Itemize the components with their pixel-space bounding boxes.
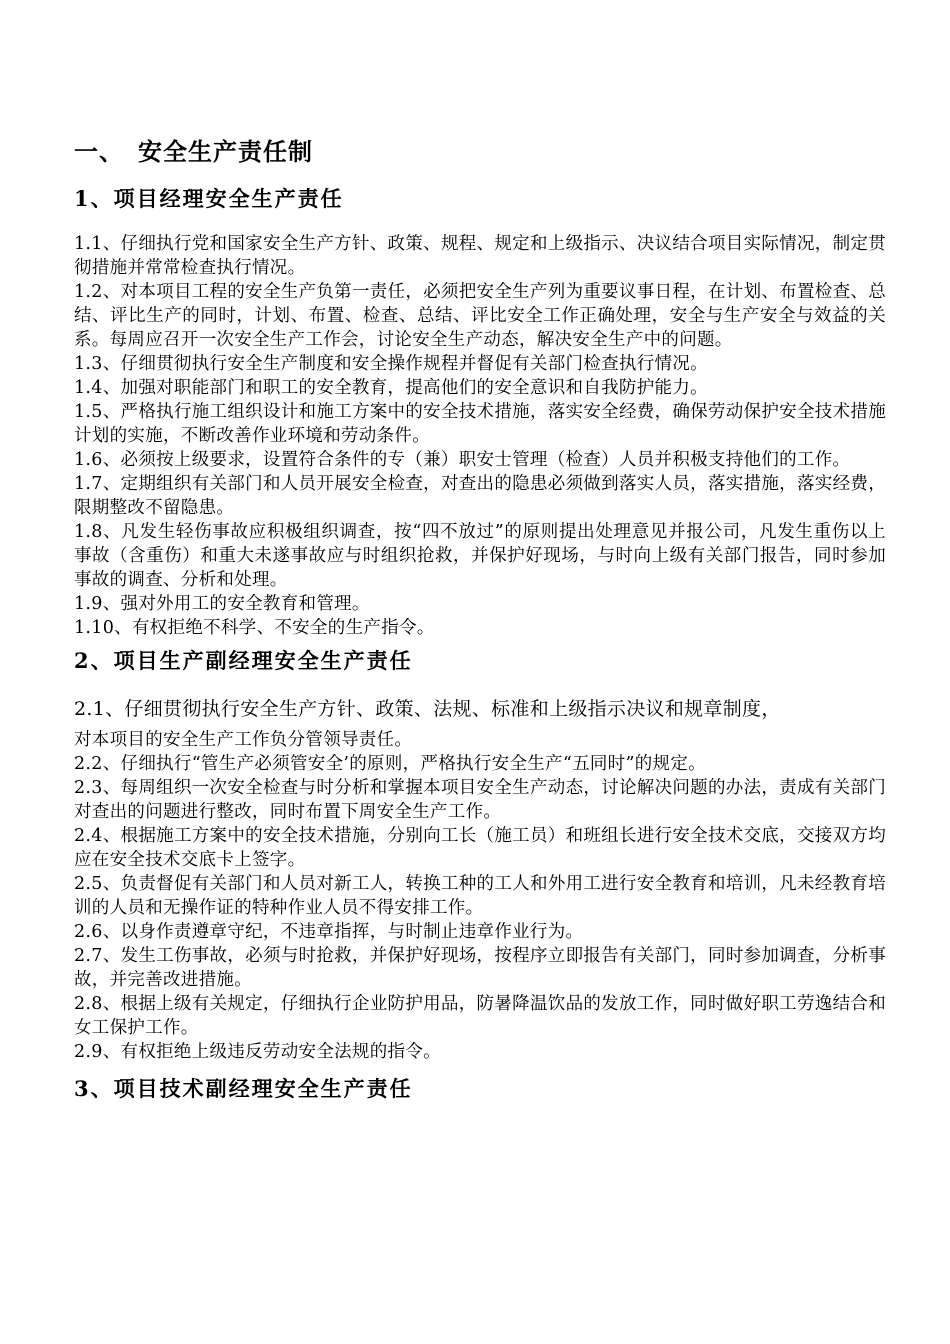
section-1-title: 1、项目经理安全生产责任: [74, 186, 344, 211]
heading-text: 安全生产责任制: [138, 138, 313, 166]
clause-2-7: 2.7、发生工伤事故，必须与时抢救，并保护好现场，按程序立即报告有关部门，同时参加调查，分析事故，并完善改进措施。: [74, 946, 886, 990]
section-2-items: [74, 696, 886, 1064]
clause-1-10: 1.10、有权拒绝不科学、不安全的生产指令。: [74, 618, 435, 638]
clause-1-1: 1.1、仔细执行党和国家安全生产方针、政策、规程、规定和上级指示、决议结合项目实际情况，制定贯彻措施并常常检查执行情况。: [74, 234, 886, 278]
clause-2-1: 2.1、仔细贯彻执行安全生产方针、政策、法规、标准和上级指示决议和规章制度，: [74, 698, 781, 720]
clause-2-5: 2.5、负责督促有关部门和人员对新工人，转换工种的工人和外用工进行安全教育和培训，凡未经教育培训的人员和无操作证的特种作业人员不得安排工作。: [74, 874, 886, 918]
clause-1-9: 1.9、强对外用工的安全教育和管理。: [74, 594, 370, 614]
clause-1-8: 1.8、凡发生轻伤事故应积极组织调查，按“四不放过”的原则提出处理意见并报公司，凡发生重伤以上事故（含重伤）和重大未遂事故应与时组织抢救，并保护好现场，与时向上级有关部门报告，同时参加事故的调查、分析和处理。: [74, 522, 886, 590]
clause-2-2: 2.2、仔细执行“管生产必须管安全’的原则，严格执行安全生产“五同时”的规定。: [74, 754, 706, 774]
clause-2-6: 2.6、以身作责遵章守纪，不违章指挥，与时制止违章作业行为。: [74, 922, 584, 942]
section-3-title: 3、项目技术副经理安全生产责任: [74, 1076, 413, 1101]
section-2-title: 2、项目生产副经理安全生产责任: [74, 648, 413, 673]
clause-2-3: 2.3、每周组织一次安全检查与时分析和掌握本项目安全生产动态，讨论解决问题的办法，责成有关部门对查出的问题进行整改，同时布置下周安全生产工作。: [74, 778, 886, 822]
document-page: [74, 136, 886, 1104]
clause-2-4: 2.4、根据施工方案中的安全技术措施，分别向工长（施工员）和班组长进行安全技术交底，交接双方均应在安全技术交底卡上签字。: [74, 826, 886, 870]
heading-number: 一、: [74, 138, 124, 166]
clause-2-1-continued: 对本项目的安全生产工作负分管领导责任。: [74, 730, 413, 750]
clause-1-5: 1.5、严格执行施工组织设计和施工方案中的安全技术措施，落实安全经费，确保劳动保护安全技术措施计划的实施，不断改善作业环境和劳动条件。: [74, 402, 886, 446]
clause-1-4: 1.4、加强对职能部门和职工的安全教育，提高他们的安全意识和自我防护能力。: [74, 378, 708, 398]
clause-1-2: 1.2、对本项目工程的安全生产负第一责任，必须把安全生产列为重要议事日程，在计划、布置检查、总结、评比生产的同时，计划、布置、检查、总结、评比安全工作正确处理，安全与生产安全与效益的关系。每周应召开一次安全生产工作会，讨论安全生产动态，解决安全生产中的问题。: [74, 282, 886, 350]
clause-2-9: 2.9、有权拒绝上级违反劳动安全法规的指令。: [74, 1042, 441, 1062]
clause-2-8: 2.8、根据上级有关规定，仔细执行企业防护用品，防暑降温饮品的发放工作，同时做好职工劳逸结合和女工保护工作。: [74, 994, 886, 1038]
clause-1-7: 1.7、定期组织有关部门和人员开展安全检查，对查出的隐患必须做到落实人员，落实措施，落实经费，限期整改不留隐患。: [74, 474, 886, 518]
document-heading: [74, 136, 886, 168]
clause-1-6: 1.6、必须按上级要求，设置符合条件的专（兼）职安士管理（检查）人员并积极支持他们的工作。: [74, 450, 851, 470]
section-1-items: [74, 232, 886, 640]
clause-1-3: 1.3、仔细贯彻执行安全生产制度和安全操作规程并督促有关部门检查执行情况。: [74, 354, 708, 374]
